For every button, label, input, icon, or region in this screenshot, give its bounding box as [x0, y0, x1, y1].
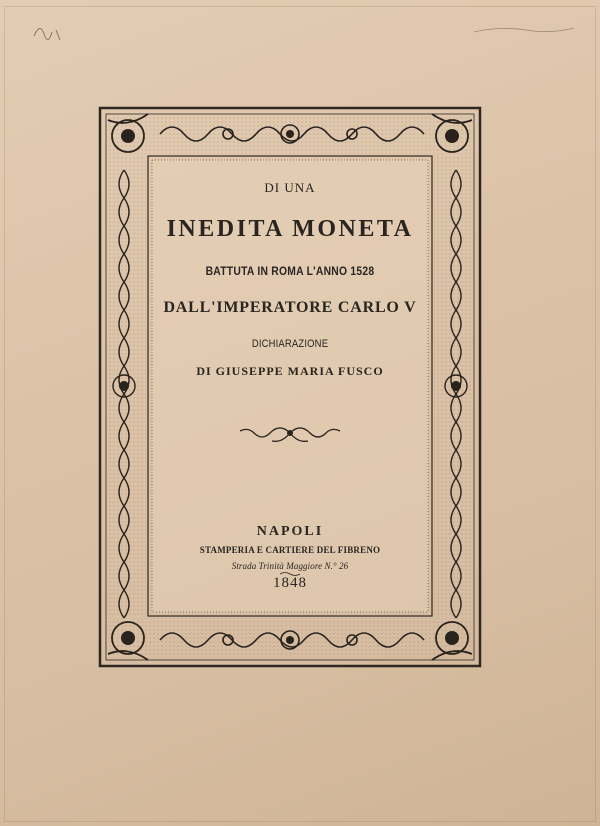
- ornament-vignette: [236, 418, 344, 448]
- imprint-place: NAPOLI: [256, 524, 324, 539]
- imprint-address: Strada Trinità Maggiore N.° 26: [231, 561, 349, 571]
- imprint-printer: STAMPERIA E CARTIERE DEL FIBRENO: [199, 545, 381, 555]
- imprint-year: 1848: [273, 575, 307, 591]
- title-line-5: DICHIARAZIONE: [251, 338, 329, 350]
- title-line-1: DI UNA: [264, 180, 316, 195]
- author-line: DI GIUSEPPE MARIA FUSCO: [196, 364, 384, 378]
- title-line-3: BATTUTA IN ROMA L'ANNO 1528: [205, 264, 375, 278]
- main-title: INEDITA MONETA: [166, 216, 414, 242]
- title-line-4: DALL'IMPERATORE CARLO V: [163, 299, 417, 316]
